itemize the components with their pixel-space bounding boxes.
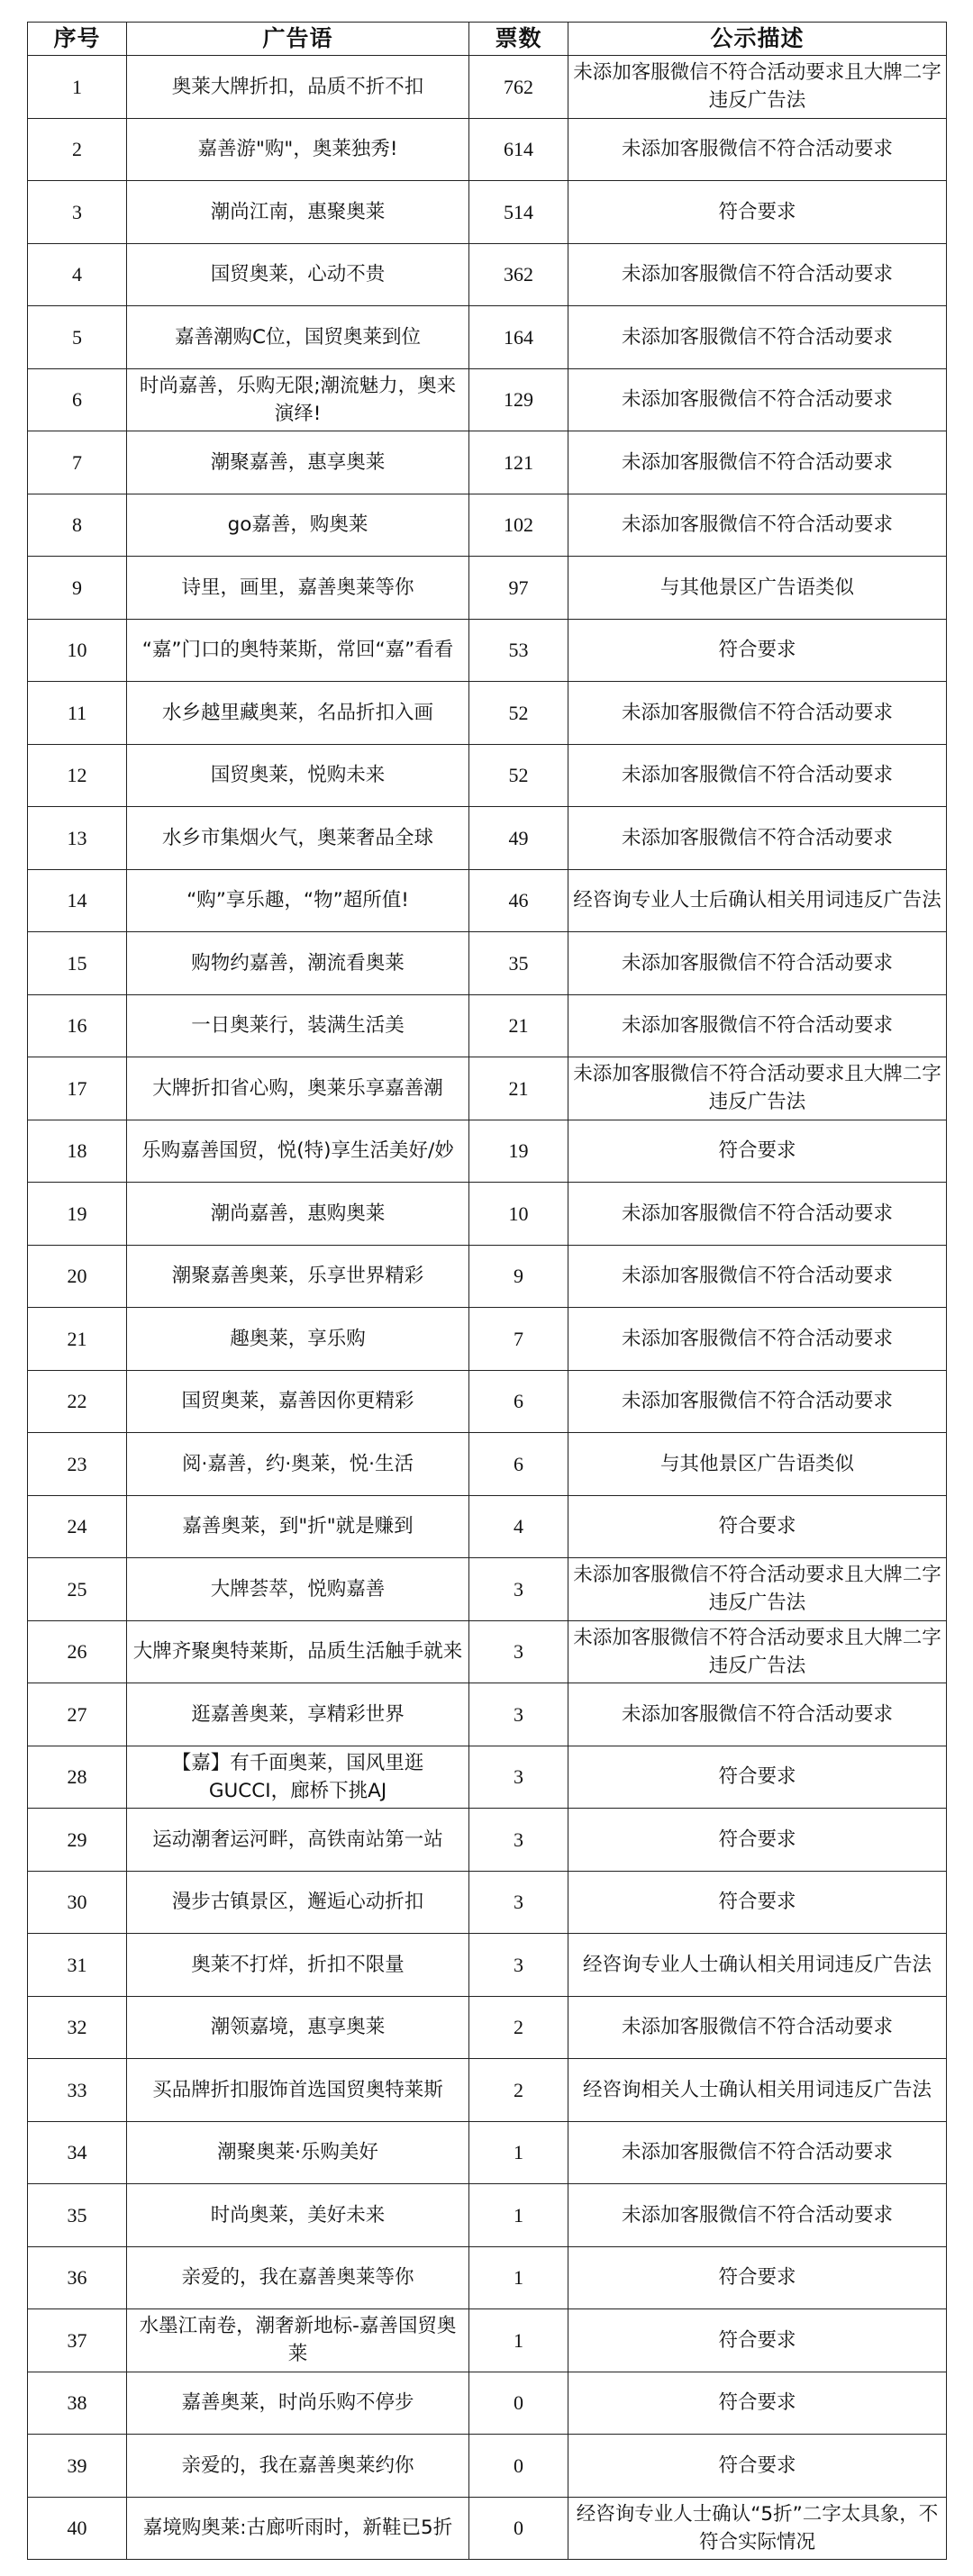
table-row — [28, 1934, 947, 1997]
table-row — [28, 744, 947, 807]
row-index: 22 — [28, 1370, 127, 1433]
row-slogan: 时尚奥莱，美好未来 — [127, 2184, 469, 2247]
row-description: 未添加客服微信不符合活动要求 — [568, 1245, 947, 1308]
row-index: 1 — [28, 56, 127, 119]
table-row — [28, 1996, 947, 2059]
slogan-results-table — [27, 22, 947, 2560]
row-index: 25 — [28, 1558, 127, 1621]
row-slogan: 奥莱不打烊，折扣不限量 — [127, 1934, 469, 1997]
row-index: 16 — [28, 994, 127, 1057]
row-slogan: 时尚嘉善，乐购无限;潮流魅力，奥来演绎! — [127, 368, 469, 431]
row-votes: 21 — [469, 994, 568, 1057]
table-row — [28, 1683, 947, 1746]
table-row — [28, 306, 947, 369]
row-votes: 2 — [469, 2059, 568, 2122]
row-index: 19 — [28, 1183, 127, 1246]
row-index: 15 — [28, 932, 127, 995]
row-slogan: 潮领嘉境，惠享奥莱 — [127, 1996, 469, 2059]
row-index: 7 — [28, 431, 127, 494]
row-votes: 52 — [469, 744, 568, 807]
table-row — [28, 1120, 947, 1183]
row-slogan: 乐购嘉善国贸，悦(特)享生活美好/妙 — [127, 1120, 469, 1183]
row-votes: 9 — [469, 1245, 568, 1308]
table-row — [28, 869, 947, 932]
row-index: 27 — [28, 1683, 127, 1746]
row-votes: 514 — [469, 181, 568, 244]
table-row — [28, 56, 947, 119]
row-description: 经咨询专业人士后确认相关用词违反广告法 — [568, 869, 947, 932]
row-index: 33 — [28, 2059, 127, 2122]
row-votes: 762 — [469, 56, 568, 119]
row-votes: 6 — [469, 1433, 568, 1496]
row-votes: 362 — [469, 243, 568, 306]
row-index: 31 — [28, 1934, 127, 1997]
row-slogan: 亲爱的，我在嘉善奥莱等你 — [127, 2246, 469, 2309]
row-index: 38 — [28, 2372, 127, 2435]
table-row — [28, 2309, 947, 2372]
table-row — [28, 2497, 947, 2560]
row-index: 3 — [28, 181, 127, 244]
row-index: 24 — [28, 1495, 127, 1558]
row-index: 18 — [28, 1120, 127, 1183]
table-header — [28, 23, 947, 56]
row-description: 未添加客服微信不符合活动要求 — [568, 431, 947, 494]
row-description: 符合要求 — [568, 1809, 947, 1872]
row-description: 未添加客服微信不符合活动要求 — [568, 2121, 947, 2184]
row-description: 未添加客服微信不符合活动要求且大牌二字违反广告法 — [568, 1057, 947, 1120]
row-index: 13 — [28, 807, 127, 870]
row-slogan: 趣奥莱，享乐购 — [127, 1308, 469, 1371]
row-description: 经咨询相关人士确认相关用词违反广告法 — [568, 2059, 947, 2122]
row-votes: 164 — [469, 306, 568, 369]
row-description: 符合要求 — [568, 619, 947, 682]
row-index: 4 — [28, 243, 127, 306]
row-votes: 0 — [469, 2497, 568, 2560]
row-slogan: 购物约嘉善，潮流看奥莱 — [127, 932, 469, 995]
row-votes: 1 — [469, 2184, 568, 2247]
row-slogan: go嘉善，购奥莱 — [127, 494, 469, 557]
row-index: 14 — [28, 869, 127, 932]
row-description: 符合要求 — [568, 1120, 947, 1183]
row-slogan: 【嘉】有千面奥莱，国风里逛GUCCI，廊桥下挑AJ — [127, 1746, 469, 1809]
row-slogan: “嘉”门口的奥特莱斯，常回“嘉”看看 — [127, 619, 469, 682]
row-votes: 53 — [469, 619, 568, 682]
results-document — [27, 22, 946, 2560]
row-description: 未添加客服微信不符合活动要求 — [568, 682, 947, 745]
row-description: 未添加客服微信不符合活动要求 — [568, 2184, 947, 2247]
row-slogan: 嘉善潮购C位，国贸奥莱到位 — [127, 306, 469, 369]
header-slogan: 广告语 — [127, 23, 469, 56]
header-index: 序号 — [28, 23, 127, 56]
table-row — [28, 431, 947, 494]
row-index: 12 — [28, 744, 127, 807]
table-row — [28, 1809, 947, 1872]
row-votes: 3 — [469, 1746, 568, 1809]
table-row — [28, 2059, 947, 2122]
row-slogan: 嘉善奥莱，到"折"就是赚到 — [127, 1495, 469, 1558]
row-votes: 7 — [469, 1308, 568, 1371]
row-description: 符合要求 — [568, 1495, 947, 1558]
row-index: 30 — [28, 1871, 127, 1934]
row-votes: 3 — [469, 1683, 568, 1746]
row-description: 未添加客服微信不符合活动要求 — [568, 1308, 947, 1371]
row-index: 21 — [28, 1308, 127, 1371]
table-body — [28, 56, 947, 2560]
row-votes: 35 — [469, 932, 568, 995]
row-votes: 19 — [469, 1120, 568, 1183]
row-index: 23 — [28, 1433, 127, 1496]
table-row — [28, 1245, 947, 1308]
row-slogan: 潮聚嘉善，惠享奥莱 — [127, 431, 469, 494]
row-description: 未添加客服微信不符合活动要求 — [568, 494, 947, 557]
row-description: 符合要求 — [568, 1871, 947, 1934]
row-description: 未添加客服微信不符合活动要求 — [568, 1996, 947, 2059]
row-votes: 3 — [469, 1934, 568, 1997]
row-votes: 121 — [469, 431, 568, 494]
row-slogan: 大牌折扣省心购，奥莱乐享嘉善潮 — [127, 1057, 469, 1120]
table-row — [28, 932, 947, 995]
row-description: 未添加客服微信不符合活动要求 — [568, 243, 947, 306]
row-votes: 6 — [469, 1370, 568, 1433]
row-description: 符合要求 — [568, 2246, 947, 2309]
row-slogan: 买品牌折扣服饰首选国贸奥特莱斯 — [127, 2059, 469, 2122]
table-row — [28, 1871, 947, 1934]
row-votes: 1 — [469, 2309, 568, 2372]
row-votes: 2 — [469, 1996, 568, 2059]
row-slogan: 一日奥莱行，装满生活美 — [127, 994, 469, 1057]
table-row — [28, 807, 947, 870]
row-description: 符合要求 — [568, 181, 947, 244]
row-description: 未添加客服微信不符合活动要求 — [568, 1183, 947, 1246]
row-description: 符合要求 — [568, 2372, 947, 2435]
row-index: 39 — [28, 2435, 127, 2498]
row-slogan: “购”享乐趣，“物”超所值! — [127, 869, 469, 932]
table-row — [28, 181, 947, 244]
row-votes: 0 — [469, 2372, 568, 2435]
row-index: 37 — [28, 2309, 127, 2372]
row-description: 符合要求 — [568, 2435, 947, 2498]
row-description: 与其他景区广告语类似 — [568, 1433, 947, 1496]
row-votes: 10 — [469, 1183, 568, 1246]
table-row — [28, 1620, 947, 1683]
row-slogan: 大牌荟萃，悦购嘉善 — [127, 1558, 469, 1621]
row-slogan: 国贸奥莱，嘉善因你更精彩 — [127, 1370, 469, 1433]
row-slogan: 奥莱大牌折扣，品质不折不扣 — [127, 56, 469, 119]
row-description: 未添加客服微信不符合活动要求 — [568, 994, 947, 1057]
row-slogan: 国贸奥莱，悦购未来 — [127, 744, 469, 807]
row-votes: 21 — [469, 1057, 568, 1120]
row-votes: 129 — [469, 368, 568, 431]
row-description: 未添加客服微信不符合活动要求 — [568, 1370, 947, 1433]
row-description: 未添加客服微信不符合活动要求 — [568, 807, 947, 870]
header-row — [28, 23, 947, 56]
table-row — [28, 619, 947, 682]
row-description: 未添加客服微信不符合活动要求且大牌二字违反广告法 — [568, 1620, 947, 1683]
row-index: 40 — [28, 2497, 127, 2560]
row-votes: 3 — [469, 1620, 568, 1683]
row-slogan: 水乡越里藏奥莱，名品折扣入画 — [127, 682, 469, 745]
row-index: 29 — [28, 1809, 127, 1872]
table-row — [28, 1558, 947, 1621]
table-row — [28, 368, 947, 431]
row-slogan: 运动潮奢运河畔，高铁南站第一站 — [127, 1809, 469, 1872]
row-index: 17 — [28, 1057, 127, 1120]
row-index: 34 — [28, 2121, 127, 2184]
row-index: 10 — [28, 619, 127, 682]
row-index: 32 — [28, 1996, 127, 2059]
row-index: 35 — [28, 2184, 127, 2247]
table-row — [28, 1183, 947, 1246]
table-row — [28, 557, 947, 620]
row-votes: 0 — [469, 2435, 568, 2498]
row-slogan: 水墨江南卷，潮奢新地标-嘉善国贸奥莱 — [127, 2309, 469, 2372]
table-row — [28, 994, 947, 1057]
row-slogan: 大牌齐聚奥特莱斯，品质生活触手就来 — [127, 1620, 469, 1683]
row-index: 20 — [28, 1245, 127, 1308]
row-description: 与其他景区广告语类似 — [568, 557, 947, 620]
row-votes: 3 — [469, 1809, 568, 1872]
row-index: 5 — [28, 306, 127, 369]
row-slogan: 逛嘉善奥莱，享精彩世界 — [127, 1683, 469, 1746]
row-description: 符合要求 — [568, 1746, 947, 1809]
row-index: 8 — [28, 494, 127, 557]
row-index: 2 — [28, 118, 127, 181]
row-votes: 52 — [469, 682, 568, 745]
header-votes: 票数 — [469, 23, 568, 56]
row-slogan: 阅·嘉善，约·奥莱，悦·生活 — [127, 1433, 469, 1496]
row-votes: 4 — [469, 1495, 568, 1558]
row-slogan: 国贸奥莱，心动不贵 — [127, 243, 469, 306]
row-votes: 3 — [469, 1871, 568, 1934]
row-slogan: 嘉善奥莱，时尚乐购不停步 — [127, 2372, 469, 2435]
row-description: 经咨询专业人士确认“5折”二字太具象，不符合实际情况 — [568, 2497, 947, 2560]
row-votes: 102 — [469, 494, 568, 557]
row-votes: 1 — [469, 2121, 568, 2184]
table-row — [28, 2184, 947, 2247]
row-description: 未添加客服微信不符合活动要求 — [568, 368, 947, 431]
row-slogan: 漫步古镇景区，邂逅心动折扣 — [127, 1871, 469, 1934]
row-index: 26 — [28, 1620, 127, 1683]
table-row — [28, 1433, 947, 1496]
table-row — [28, 1370, 947, 1433]
header-description: 公示描述 — [568, 23, 947, 56]
table-row — [28, 118, 947, 181]
table-row — [28, 2372, 947, 2435]
row-index: 6 — [28, 368, 127, 431]
table-row — [28, 1308, 947, 1371]
row-description: 经咨询专业人士确认相关用词违反广告法 — [568, 1934, 947, 1997]
row-description: 未添加客服微信不符合活动要求 — [568, 932, 947, 995]
table-row — [28, 2246, 947, 2309]
row-description: 未添加客服微信不符合活动要求 — [568, 744, 947, 807]
row-votes: 3 — [469, 1558, 568, 1621]
table-row — [28, 1057, 947, 1120]
row-votes: 46 — [469, 869, 568, 932]
table-row — [28, 494, 947, 557]
row-slogan: 潮尚嘉善，惠购奥莱 — [127, 1183, 469, 1246]
row-slogan: 嘉境购奥莱:古廊听雨时，新鞋已5折 — [127, 2497, 469, 2560]
row-description: 未添加客服微信不符合活动要求且大牌二字违反广告法 — [568, 56, 947, 119]
row-description: 未添加客服微信不符合活动要求且大牌二字违反广告法 — [568, 1558, 947, 1621]
row-description: 未添加客服微信不符合活动要求 — [568, 118, 947, 181]
row-slogan: 潮尚江南，惠聚奥莱 — [127, 181, 469, 244]
table-row — [28, 243, 947, 306]
row-description: 符合要求 — [568, 2309, 947, 2372]
row-index: 11 — [28, 682, 127, 745]
row-index: 36 — [28, 2246, 127, 2309]
row-votes: 97 — [469, 557, 568, 620]
row-slogan: 嘉善游"购"，奥莱独秀! — [127, 118, 469, 181]
row-index: 28 — [28, 1746, 127, 1809]
table-row — [28, 2435, 947, 2498]
row-slogan: 潮聚嘉善奥莱，乐享世界精彩 — [127, 1245, 469, 1308]
row-slogan: 亲爱的，我在嘉善奥莱约你 — [127, 2435, 469, 2498]
table-row — [28, 682, 947, 745]
row-description: 未添加客服微信不符合活动要求 — [568, 1683, 947, 1746]
row-slogan: 潮聚奥莱·乐购美好 — [127, 2121, 469, 2184]
table-row — [28, 1746, 947, 1809]
row-votes: 614 — [469, 118, 568, 181]
row-votes: 1 — [469, 2246, 568, 2309]
row-slogan: 诗里，画里，嘉善奥莱等你 — [127, 557, 469, 620]
table-row — [28, 2121, 947, 2184]
row-description: 未添加客服微信不符合活动要求 — [568, 306, 947, 369]
row-index: 9 — [28, 557, 127, 620]
table-row — [28, 1495, 947, 1558]
row-slogan: 水乡市集烟火气，奥莱奢品全球 — [127, 807, 469, 870]
row-votes: 49 — [469, 807, 568, 870]
